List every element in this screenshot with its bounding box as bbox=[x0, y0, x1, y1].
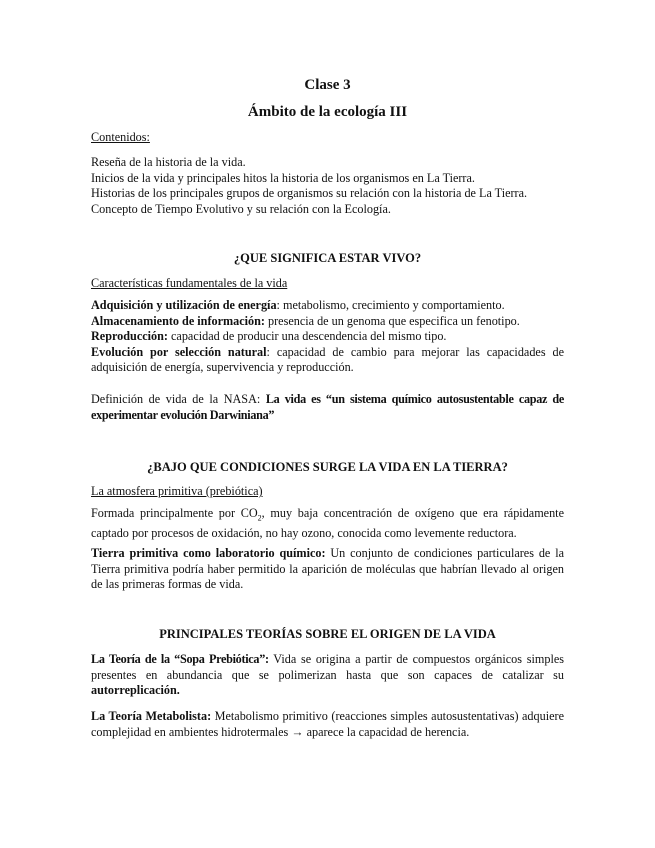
list-item bbox=[91, 314, 564, 330]
subscript-2: 2 bbox=[257, 513, 262, 523]
teoria-metabolista-text: Metabolismo primitivo (reacciones simples autosustentativas) adquiere complejidad en ambientes hidrotermales → aparece la capacidad de herencia. bbox=[91, 709, 564, 739]
laboratorio-paragraph bbox=[91, 546, 564, 593]
laboratorio-term: Tierra primitiva como laboratorio químico: bbox=[91, 546, 326, 560]
item-text: capacidad de producir una descendencia del mismo tipo. bbox=[167, 329, 447, 344]
vivo-list bbox=[91, 298, 564, 376]
list-item: Historias de los principales grupos de organismos su relación con la historia de La Tierra. bbox=[91, 186, 528, 201]
vivo-subheading: Características fundamentales de la vida bbox=[91, 276, 288, 290]
section-heading-teorias: PRINCIPALES TEORÍAS SOBRE EL ORIGEN DE LA VIDA bbox=[159, 627, 496, 641]
item-term: Evolución por selección natural bbox=[91, 344, 267, 359]
contenidos-label: Contenidos: bbox=[91, 130, 150, 144]
condiciones-subheading: La atmosfera primitiva (prebiótica) bbox=[91, 484, 263, 498]
nasa-prefix: Definición de vida de la NASA: bbox=[91, 392, 266, 406]
teoria-metabolista-paragraph bbox=[91, 709, 564, 740]
section-heading-condiciones: ¿BAJO QUE CONDICIONES SURGE LA VIDA EN LA TIERRA? bbox=[147, 460, 508, 474]
list-item: Concepto de Tiempo Evolutivo y su relación con la Ecología. bbox=[91, 201, 391, 216]
item-text: : capacidad de cambio para mejorar las capacidades de adquisición de energía, supervivencia y reproducción. bbox=[91, 344, 564, 375]
autorreplicacion-term: autorreplicación. bbox=[91, 683, 180, 698]
teoria-metabolista-term: La Teoría Metabolista: bbox=[91, 709, 212, 723]
contenidos-list bbox=[91, 155, 564, 217]
class-label: Clase 3 bbox=[304, 77, 351, 93]
section-heading-vivo: ¿QUE SIGNIFICA ESTAR VIVO? bbox=[233, 251, 422, 265]
item-term: Reproducción: bbox=[91, 329, 168, 344]
atmosfera-text-a: Formada principalmente por CO bbox=[91, 506, 258, 520]
atmosfera-text-b: , muy baja concentración de oxígeno que era rápidamente captado por procesos de oxidación, no hay ozono, conocida como levemente reductora. bbox=[91, 506, 564, 541]
teoria-sopa-paragraph bbox=[91, 652, 564, 699]
item-term: Almacenamiento de información: bbox=[91, 313, 265, 328]
list-item bbox=[91, 345, 564, 376]
list-item bbox=[91, 329, 564, 345]
nasa-definition bbox=[91, 392, 564, 423]
list-item: Reseña de la historia de la vida. bbox=[91, 155, 246, 169]
atmosfera-paragraph bbox=[91, 506, 564, 542]
item-term: Adquisición y utilización de energía bbox=[91, 298, 277, 312]
nasa-quote: La vida es “un sistema químico autosustentable capaz de experimentar evolución Darwiniana” bbox=[91, 392, 564, 422]
list-item bbox=[91, 298, 564, 314]
item-text: presencia de un genoma que especifica un fenotipo. bbox=[264, 313, 520, 328]
teoria-sopa-term: La Teoría de la “Sopa Prebiótica”: bbox=[91, 652, 269, 666]
laboratorio-text: Un conjunto de condiciones particulares de la Tierra primitiva podría haber permitido la aparición de moléculas que habrían llevado al origen de las primeras formas de vida. bbox=[91, 546, 564, 592]
page-title: Ámbito de la ecología III bbox=[247, 104, 408, 120]
teoria-sopa-text: Vida se origina a partir de compuestos orgánicos simples presentes en abundancia que se polimerizan hasta que son capaces de catalizar su bbox=[91, 652, 564, 682]
list-item: Inicios de la vida y principales hitos la historia de los organismos en La Tierra. bbox=[91, 170, 475, 185]
item-text: : metabolismo, crecimiento y comportamiento. bbox=[276, 298, 505, 312]
